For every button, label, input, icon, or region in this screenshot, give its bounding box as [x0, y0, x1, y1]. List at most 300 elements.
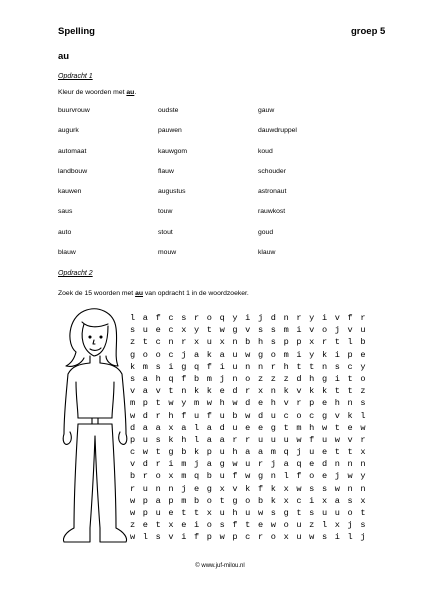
grid-letter[interactable]: g [168, 447, 174, 458]
grid-letter[interactable]: r [257, 532, 264, 543]
word-item[interactable]: saus [58, 208, 73, 216]
grid-letter[interactable]: a [219, 349, 225, 360]
grid-letter[interactable]: t [206, 325, 212, 336]
grid-letter[interactable]: c [130, 447, 136, 458]
grid-letter[interactable]: o [296, 410, 302, 421]
grid-letter[interactable]: c [296, 495, 302, 506]
grid-letter[interactable]: d [257, 410, 264, 421]
grid-letter[interactable]: i [334, 349, 340, 360]
grid-letter[interactable]: p [283, 337, 289, 348]
grid-letter[interactable]: f [232, 520, 238, 531]
grid-letter[interactable]: x [283, 483, 289, 494]
grid-letter[interactable]: h [257, 337, 264, 348]
grid-letter[interactable]: t [296, 508, 302, 518]
grid-letter[interactable]: d [321, 459, 328, 470]
grid-letter[interactable]: u [283, 434, 289, 445]
grid-letter[interactable]: m [181, 495, 187, 506]
grid-letter[interactable]: e [219, 386, 225, 397]
grid-letter[interactable]: u [270, 434, 276, 445]
grid-letter[interactable]: s [130, 325, 136, 336]
grid-letter[interactable]: o [245, 495, 251, 506]
grid-letter[interactable]: u [245, 508, 251, 518]
grid-letter[interactable]: k [321, 349, 328, 360]
grid-letter[interactable]: r [360, 313, 366, 323]
grid-letter[interactable]: m [270, 447, 276, 458]
grid-letter[interactable]: t [347, 386, 353, 397]
grid-letter[interactable]: x [309, 337, 315, 348]
grid-letter[interactable]: v [347, 325, 353, 336]
grid-letter[interactable]: g [130, 349, 136, 360]
grid-letter[interactable]: f [257, 483, 264, 494]
grid-letter[interactable]: z [270, 373, 276, 384]
grid-letter[interactable]: d [296, 373, 302, 384]
grid-letter[interactable]: u [142, 483, 148, 494]
grid-letter[interactable]: m [283, 349, 289, 360]
grid-letter[interactable]: i [334, 532, 340, 543]
grid-letter[interactable]: a [206, 422, 212, 433]
grid-letter[interactable]: y [232, 313, 238, 323]
grid-letter[interactable]: w [360, 422, 366, 433]
grid-letter[interactable]: a [155, 422, 161, 433]
grid-letter[interactable]: a [155, 495, 161, 506]
grid-letter[interactable]: q [296, 459, 302, 470]
grid-letter[interactable]: n [347, 483, 353, 494]
grid-letter[interactable]: k [206, 349, 212, 360]
grid-letter[interactable]: i [296, 349, 302, 360]
grid-letter[interactable]: g [232, 325, 238, 336]
grid-letter[interactable]: y [181, 398, 187, 409]
grid-letter[interactable]: h [219, 398, 225, 409]
grid-letter[interactable]: t [283, 422, 289, 433]
grid-letter[interactable]: u [155, 508, 161, 518]
grid-letter[interactable]: n [360, 483, 366, 494]
grid-letter[interactable]: x [219, 483, 225, 494]
grid-letter[interactable]: o [206, 313, 212, 323]
grid-letter[interactable]: a [219, 434, 225, 445]
grid-letter[interactable]: n [155, 483, 161, 494]
grid-letter[interactable]: u [232, 349, 238, 360]
grid-letter[interactable]: r [181, 337, 187, 348]
grid-letter[interactable]: f [347, 313, 353, 323]
grid-letter[interactable]: r [245, 434, 251, 445]
grid-letter[interactable]: r [245, 386, 251, 397]
grid-letter[interactable]: w [130, 508, 136, 518]
grid-letter[interactable]: a [245, 447, 251, 458]
grid-letter[interactable]: r [155, 459, 161, 470]
grid-letter[interactable]: f [193, 532, 200, 543]
grid-letter[interactable]: o [206, 495, 212, 506]
grid-letter[interactable]: w [257, 508, 264, 518]
grid-letter[interactable]: d [232, 386, 238, 397]
word-item[interactable]: goud [258, 228, 274, 236]
grid-letter[interactable]: o [142, 349, 148, 360]
grid-letter[interactable]: c [283, 410, 289, 421]
grid-letter[interactable]: t [334, 422, 340, 433]
grid-letter[interactable]: h [168, 410, 174, 421]
grid-letter[interactable]: g [257, 349, 264, 360]
grid-letter[interactable]: d [219, 422, 225, 433]
grid-letter[interactable]: r [270, 361, 276, 372]
grid-letter[interactable]: s [155, 434, 161, 445]
grid-letter[interactable]: h [309, 422, 315, 433]
grid-letter[interactable]: u [232, 361, 238, 372]
grid-letter[interactable]: t [309, 361, 315, 372]
grid-letter[interactable]: w [219, 325, 225, 336]
grid-letter[interactable]: u [219, 410, 225, 421]
grid-letter[interactable]: m [181, 471, 187, 482]
grid-letter[interactable]: e [347, 422, 353, 433]
grid-letter[interactable]: f [181, 410, 187, 421]
grid-letter[interactable]: w [296, 483, 302, 494]
grid-letter[interactable]: p [142, 398, 148, 409]
grid-letter[interactable]: s [347, 495, 353, 506]
grid-letter[interactable]: g [206, 483, 212, 494]
grid-letter[interactable]: e [257, 520, 264, 531]
grid-letter[interactable]: u [219, 508, 225, 518]
grid-letter[interactable]: u [309, 447, 315, 458]
grid-letter[interactable]: u [206, 337, 212, 348]
grid-letter[interactable]: w [245, 410, 251, 421]
grid-letter[interactable]: s [321, 483, 328, 494]
grid-letter[interactable]: t [334, 386, 340, 397]
grid-letter[interactable]: h [309, 373, 315, 384]
grid-letter[interactable]: g [257, 471, 264, 482]
grid-letter[interactable]: u [232, 422, 238, 433]
grid-letter[interactable]: z [283, 373, 289, 384]
word-item[interactable]: auto [58, 228, 72, 236]
grid-letter[interactable]: a [206, 434, 212, 445]
grid-letter[interactable]: s [360, 398, 366, 409]
grid-letter[interactable]: q [283, 447, 289, 458]
grid-letter[interactable]: e [321, 398, 328, 409]
grid-letter[interactable]: x [321, 495, 328, 506]
grid-letter[interactable]: x [360, 495, 366, 506]
grid-letter[interactable]: e [181, 520, 187, 531]
grid-letter[interactable]: a [206, 459, 212, 470]
grid-letter[interactable]: g [270, 422, 276, 433]
grid-letter[interactable]: w [232, 398, 238, 409]
grid-letter[interactable]: o [206, 520, 212, 531]
grid-letter[interactable]: a [142, 422, 148, 433]
word-item[interactable]: augustus [158, 188, 186, 196]
grid-letter[interactable]: t [245, 520, 251, 531]
grid-letter[interactable]: w [296, 434, 302, 445]
grid-letter[interactable]: x [168, 471, 174, 482]
grid-letter[interactable]: j [193, 459, 200, 470]
grid-letter[interactable]: y [309, 349, 315, 360]
grid-letter[interactable]: x [219, 337, 225, 348]
grid-letter[interactable]: u [270, 410, 276, 421]
grid-letter[interactable]: n [283, 313, 289, 323]
grid-letter[interactable]: r [296, 313, 302, 323]
grid-letter[interactable]: p [206, 447, 212, 458]
word-item[interactable]: dauwdruppel [258, 127, 297, 135]
grid-letter[interactable]: v [155, 386, 161, 397]
grid-letter[interactable]: u [219, 471, 225, 482]
grid-letter[interactable]: b [245, 337, 251, 348]
grid-letter[interactable]: u [193, 410, 200, 421]
grid-letter[interactable]: p [206, 532, 212, 543]
grid-letter[interactable]: k [245, 483, 251, 494]
grid-letter[interactable]: v [130, 386, 136, 397]
grid-letter[interactable]: o [270, 349, 276, 360]
grid-letter[interactable]: g [219, 459, 225, 470]
grid-letter[interactable]: n [181, 386, 187, 397]
grid-letter[interactable]: m [142, 361, 148, 372]
grid-letter[interactable]: g [321, 373, 328, 384]
grid-letter[interactable]: k [193, 386, 200, 397]
grid-letter[interactable]: x [283, 495, 289, 506]
grid-letter[interactable]: l [347, 532, 353, 543]
grid-letter[interactable]: v [232, 483, 238, 494]
grid-letter[interactable]: v [334, 313, 340, 323]
grid-letter[interactable]: s [309, 508, 315, 518]
grid-letter[interactable]: h [232, 508, 238, 518]
grid-letter[interactable]: r [257, 459, 264, 470]
word-item[interactable]: landbouw [58, 167, 88, 175]
grid-letter[interactable]: v [245, 325, 251, 336]
grid-letter[interactable]: u [321, 508, 328, 518]
grid-letter[interactable]: x [168, 422, 174, 433]
grid-letter[interactable]: l [130, 313, 136, 323]
grid-letter[interactable]: b [181, 447, 187, 458]
grid-letter[interactable]: t [360, 508, 366, 518]
grid-letter[interactable]: w [245, 471, 251, 482]
grid-letter[interactable]: x [206, 508, 212, 518]
grid-letter[interactable]: l [283, 471, 289, 482]
grid-letter[interactable]: t [168, 386, 174, 397]
grid-letter[interactable]: e [257, 422, 264, 433]
grid-letter[interactable]: i [334, 373, 340, 384]
grid-letter[interactable]: j [334, 325, 340, 336]
grid-letter[interactable]: l [360, 410, 366, 421]
grid-letter[interactable]: o [155, 349, 161, 360]
grid-letter[interactable]: n [321, 361, 328, 372]
grid-letter[interactable]: s [155, 532, 161, 543]
grid-letter[interactable]: a [142, 386, 148, 397]
grid-letter[interactable]: i [321, 313, 328, 323]
grid-letter[interactable]: b [130, 471, 136, 482]
word-item[interactable]: astronaut [258, 188, 287, 196]
grid-letter[interactable]: f [206, 410, 212, 421]
grid-letter[interactable]: y [360, 361, 366, 372]
grid-letter[interactable]: x [360, 447, 366, 458]
grid-letter[interactable]: t [296, 361, 302, 372]
grid-letter[interactable]: d [142, 459, 148, 470]
grid-letter[interactable]: n [245, 361, 251, 372]
grid-letter[interactable]: r [155, 410, 161, 421]
grid-letter[interactable]: e [155, 325, 161, 336]
grid-letter[interactable]: u [360, 325, 366, 336]
grid-letter[interactable]: h [334, 398, 340, 409]
grid-letter[interactable]: k [193, 447, 200, 458]
grid-letter[interactable]: w [206, 398, 212, 409]
grid-letter[interactable]: w [130, 410, 136, 421]
grid-letter[interactable]: n [232, 373, 238, 384]
grid-letter[interactable]: j [181, 483, 187, 494]
grid-letter[interactable]: a [142, 373, 148, 384]
grid-letter[interactable]: x [168, 520, 174, 531]
grid-letter[interactable]: h [181, 434, 187, 445]
word-item[interactable]: pauwen [158, 127, 182, 135]
grid-letter[interactable]: m [206, 373, 212, 384]
grid-letter[interactable]: f [296, 471, 302, 482]
grid-letter[interactable]: f [232, 471, 238, 482]
grid-letter[interactable]: t [219, 495, 225, 506]
grid-letter[interactable]: n [168, 337, 174, 348]
grid-letter[interactable]: e [245, 422, 251, 433]
grid-letter[interactable]: n [270, 386, 276, 397]
grid-letter[interactable]: j [347, 520, 353, 531]
grid-letter[interactable]: n [347, 459, 353, 470]
grid-letter[interactable]: l [321, 520, 328, 531]
grid-letter[interactable]: a [142, 313, 148, 323]
grid-letter[interactable]: s [321, 532, 328, 543]
grid-letter[interactable]: v [283, 398, 289, 409]
grid-letter[interactable]: s [334, 361, 340, 372]
grid-letter[interactable]: h [232, 447, 238, 458]
grid-letter[interactable]: p [347, 349, 353, 360]
grid-letter[interactable]: s [309, 483, 315, 494]
grid-letter[interactable]: t [181, 508, 187, 518]
word-item[interactable]: gauw [258, 107, 275, 114]
grid-letter[interactable]: a [257, 447, 264, 458]
grid-letter[interactable]: f [309, 434, 315, 445]
grid-letter[interactable]: j [181, 349, 187, 360]
grid-letter[interactable]: m [181, 459, 187, 470]
grid-letter[interactable]: m [296, 422, 302, 433]
grid-letter[interactable]: a [193, 349, 200, 360]
grid-letter[interactable]: u [321, 434, 328, 445]
word-item[interactable]: blauw [58, 249, 76, 257]
grid-letter[interactable]: k [270, 483, 276, 494]
grid-letter[interactable]: k [283, 386, 289, 397]
grid-letter[interactable]: x [181, 325, 187, 336]
grid-letter[interactable]: t [334, 447, 340, 458]
grid-letter[interactable]: v [309, 325, 315, 336]
grid-letter[interactable]: v [296, 386, 302, 397]
grid-letter[interactable]: z [130, 337, 136, 348]
grid-letter[interactable]: b [206, 471, 212, 482]
grid-letter[interactable]: f [206, 361, 212, 372]
grid-letter[interactable]: w [130, 532, 136, 543]
grid-letter[interactable]: n [347, 398, 353, 409]
grid-letter[interactable]: c [347, 361, 353, 372]
grid-letter[interactable]: j [257, 313, 264, 323]
grid-letter[interactable]: o [283, 520, 289, 531]
grid-letter[interactable]: o [270, 532, 276, 543]
grid-letter[interactable]: b [193, 495, 200, 506]
grid-letter[interactable]: j [360, 532, 366, 543]
grid-letter[interactable]: y [360, 471, 366, 482]
grid-letter[interactable]: i [168, 361, 174, 372]
grid-letter[interactable]: s [257, 325, 264, 336]
grid-letter[interactable]: r [296, 398, 302, 409]
grid-letter[interactable]: r [232, 434, 238, 445]
grid-letter[interactable]: g [283, 508, 289, 518]
grid-letter[interactable]: c [168, 325, 174, 336]
grid-letter[interactable]: i [296, 325, 302, 336]
grid-letter[interactable]: x [334, 520, 340, 531]
grid-letter[interactable]: o [155, 471, 161, 482]
grid-letter[interactable]: y [193, 325, 200, 336]
grid-letter[interactable]: i [193, 520, 200, 531]
grid-letter[interactable]: m [283, 325, 289, 336]
grid-letter[interactable]: e [321, 447, 328, 458]
grid-letter[interactable]: w [232, 459, 238, 470]
grid-letter[interactable]: e [193, 483, 200, 494]
grid-letter[interactable]: t [334, 337, 340, 348]
word-item[interactable]: touw [158, 208, 173, 216]
grid-letter[interactable]: t [142, 337, 148, 348]
word-item[interactable]: augurk [58, 127, 79, 135]
grid-letter[interactable]: p [232, 532, 238, 543]
grid-letter[interactable]: v [334, 410, 340, 421]
grid-letter[interactable]: q [193, 361, 200, 372]
grid-letter[interactable]: r [193, 313, 200, 323]
grid-letter[interactable]: b [360, 337, 366, 348]
grid-letter[interactable]: q [193, 471, 200, 482]
grid-letter[interactable]: w [130, 495, 136, 506]
grid-letter[interactable]: u [296, 520, 302, 531]
grid-letter[interactable]: w [142, 447, 148, 458]
grid-letter[interactable]: d [142, 410, 148, 421]
grid-letter[interactable]: p [309, 398, 315, 409]
grid-letter[interactable]: e [142, 520, 148, 531]
grid-letter[interactable]: r [130, 483, 136, 494]
word-item[interactable]: klauw [258, 249, 276, 257]
grid-letter[interactable]: t [347, 373, 353, 384]
word-item[interactable]: schouder [258, 167, 286, 175]
word-item[interactable]: buurvrouw [58, 107, 90, 114]
grid-letter[interactable]: s [130, 373, 136, 384]
grid-letter[interactable]: p [296, 337, 302, 348]
word-item[interactable]: flauw [158, 167, 174, 175]
grid-letter[interactable]: b [193, 373, 200, 384]
grid-letter[interactable]: k [270, 495, 276, 506]
grid-letter[interactable]: s [270, 508, 276, 518]
word-item[interactable]: rauwkost [258, 208, 286, 216]
grid-letter[interactable]: c [245, 532, 251, 543]
grid-letter[interactable]: h [270, 398, 276, 409]
grid-letter[interactable]: p [142, 495, 148, 506]
grid-letter[interactable]: w [347, 471, 353, 482]
grid-letter[interactable]: p [130, 434, 136, 445]
grid-letter[interactable]: i [181, 532, 187, 543]
grid-letter[interactable]: x [257, 386, 264, 397]
grid-letter[interactable]: g [232, 495, 238, 506]
grid-letter[interactable]: w [334, 434, 340, 445]
grid-letter[interactable]: x [193, 337, 200, 348]
word-item[interactable]: kauwgom [158, 147, 188, 155]
grid-letter[interactable]: f [155, 313, 161, 323]
grid-letter[interactable]: u [142, 325, 148, 336]
grid-letter[interactable]: k [309, 386, 315, 397]
grid-letter[interactable]: v [347, 434, 353, 445]
grid-letter[interactable]: c [309, 410, 315, 421]
grid-letter[interactable]: s [181, 313, 187, 323]
grid-letter[interactable]: l [193, 422, 200, 433]
grid-letter[interactable]: s [219, 520, 225, 531]
word-item[interactable]: koud [258, 147, 273, 155]
grid-letter[interactable]: k [168, 434, 174, 445]
grid-letter[interactable]: h [155, 373, 161, 384]
grid-letter[interactable]: t [193, 508, 200, 518]
grid-letter[interactable]: s [155, 361, 161, 372]
grid-letter[interactable]: s [270, 325, 276, 336]
grid-letter[interactable]: e [321, 471, 328, 482]
word-item[interactable]: kauwen [58, 188, 82, 196]
